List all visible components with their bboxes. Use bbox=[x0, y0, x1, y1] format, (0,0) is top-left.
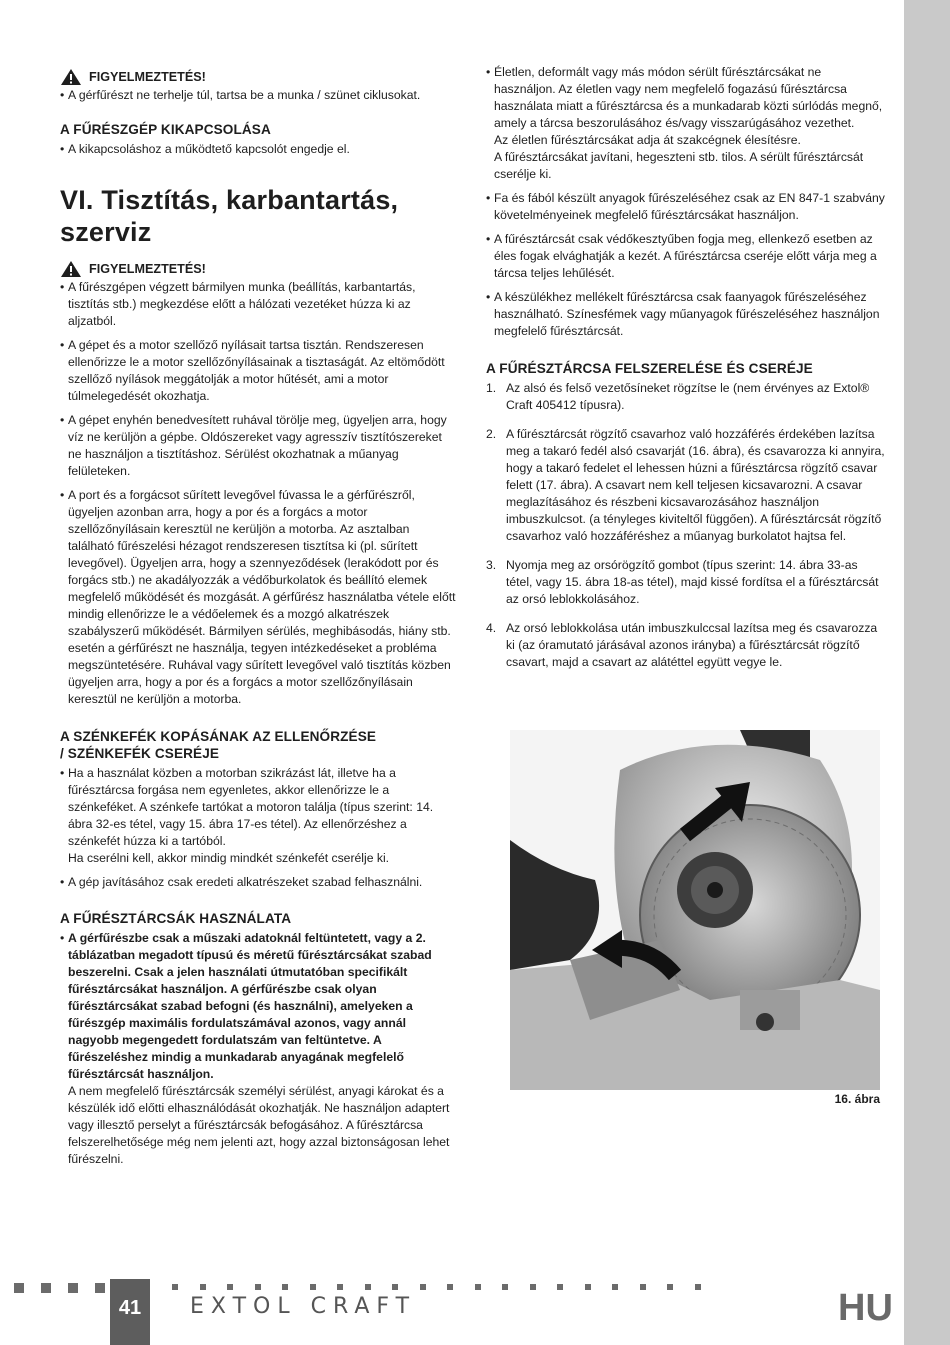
numbered-step: 3. Nyomja meg az orsórögzítő gombot (típus szerint: 14. ábra 33-as tétel, vagy 15. ábra 18-as tétel), majd kissé fordítsa el a fűrésztárcsát az orsó leblokkolásához. bbox=[486, 558, 879, 606]
list-item: • A gérfűrészbe csak a műszaki adatoknál feltüntetett, vagy a 2. táblázatban megadott típusú és méretű fűrésztárcsákat szabad beszerelni. Csak a jelen használati útmutatóban specifikált fűrésztárcsákat használjon. A gérfűrészbe csak olyan fűrésztárcsákat szabad befogni (és használni), amelyeken a fűrészgép maximális fordulatszámával azonos, vagy annál nagyobb megengedett fordulatszám van feltüntetve. A fűrészeléshez mindig a munkadarab anyagának megfelelő fűrésztárcsát használjon. A nem megfelelő fűrésztárcsák személyi sérülést, anyagi károkat és a készülék idő előtti elhasználódását okozhatják. Ne használjon adaptert vagy illesztő perselyt a fűrésztárcsák befogásához. A fűrésztárcsa felszerelhetősége még nem jelenti azt, hogy azzal biztonságosan lehet fűrészelni. bbox=[60, 930, 458, 1168]
section-heading: A FŰRÉSZGÉP KIKAPCSOLÁSA bbox=[60, 122, 271, 137]
section-heading: A SZÉNKEFÉK KOPÁSÁNAK AZ ELLENŐRZÉSE / SZÉNKEFÉK CSERÉJE bbox=[60, 729, 377, 761]
numbered-step: 4. Az orsó leblokkolása után imbuszkulccsal lazítsa meg és csavarozza ki (az óramutató járásával azonos irányba) a fűrésztárcsát rögzítő csavart, majd a csavart az alátéttel együtt vegye le. bbox=[486, 621, 878, 669]
list-item: • A fűrészgépen végzett bármilyen munka (beállítás, karbantartás, tisztítás stb.) megkezdése előtt a hálózati vezetéket húzza ki az aljzatból. bbox=[60, 279, 458, 330]
saw-photo bbox=[510, 730, 880, 1090]
list-item: • A gépet és a motor szellőző nyílásait tartsa tisztán. Rendszeresen ellenőrizze le a motor szellőzőnyílásainak a tisztaságát. Az eltömődött szellőző nyílások meggátolják a motor hűtését, ami a motor túlmelegedését okozhatja. bbox=[60, 337, 458, 405]
section-heading: A FŰRÉSZTÁRCSA FELSZERELÉSE ÉS CSERÉJE bbox=[486, 361, 813, 376]
warning-triangle-icon bbox=[60, 68, 82, 86]
list-item: • A gérfűrészt ne terhelje túl, tartsa be a munka / szünet ciklusokat. bbox=[60, 87, 458, 104]
warning-triangle-icon bbox=[60, 260, 82, 278]
list-item: • Életlen, deformált vagy más módon sérült fűrésztárcsákat ne használjon. Az életlen vagy nem megfelelő fogazású fűrésztárcsa használata miatt a fűrésztárcsa és a munkadarab közti súrlódás megnő, amely a tárcsa beszorulásához és/vagy visszarúgásához vezethet. Az életlen fűrésztárcsákat adja át szakcégnek élesítésre. A fűrésztárcsákat javítani, hegeszteni stb. tilos. A sérült fűrésztárcsát cserélje ki. bbox=[486, 64, 886, 183]
figure-caption: 16. ábra bbox=[834, 1092, 880, 1106]
warning-heading: FIGYELMEZTETÉS! bbox=[60, 68, 458, 86]
list-item: • A fűrésztárcsát csak védőkesztyűben fogja meg, ellenkező esetben az éles fogak elvághatják a kezét. A fűrésztárcsa cseréje előtt várja meg a tárcsa teljes lehűlését. bbox=[486, 231, 886, 282]
list-item: • A gép javításához csak eredeti alkatrészeket szabad felhasználni. bbox=[60, 874, 458, 891]
left-column bbox=[60, 64, 458, 1175]
language-code: HU bbox=[838, 1287, 893, 1329]
numbered-step: 2. A fűrésztárcsát rögzítő csavarhoz való hozzáférés érdekében lazítsa meg a takaró fedél alsó csavarját (16. ábra), és csavarozza ki annyira, hogy a takaró fedelet el lehessen húzni a fűrésztárcsa rögzítő csavar felett (17. ábra). A csavart nem kell teljesen kicsavarozni. A csavar meglazításához és részbeni kicsavarozásához használjon imbuszkulcsot. (a tényleges kiviteltől függően). A fűrésztárcsát rögzítő csavarhoz való hozzáféréshez a műanyag burkolatot hajtsa fel. bbox=[486, 427, 885, 543]
list-item: • A gépet enyhén benedvesített ruhával törölje meg, ügyeljen arra, hogy víz ne kerüljön a gépbe. Oldószereket vagy agresszív tisztítószereket ne használjon a tisztításhoz. Sérülést okozhatnak a műanyag felületeken. bbox=[60, 412, 458, 480]
list-item: • A kikapcsoláshoz a működtető kapcsolót engedje el. bbox=[60, 141, 458, 158]
footer-dots bbox=[172, 1284, 701, 1290]
list-item: • A készülékhez mellékelt fűrésztárcsa csak faanyagok fűrészeléséhez használható. Színesfémek vagy műanyagok fűrészeléséhez használjon megfelelő fűrésztárcsát. bbox=[486, 289, 886, 340]
right-column bbox=[486, 64, 886, 683]
chapter-title: VI. Tisztítás, karbantartás, szerviz bbox=[60, 185, 399, 247]
numbered-step: 1. Az alsó és felső vezetősíneket rögzítse le (nem érvényes az Extol® Craft 405412 típusra). bbox=[486, 381, 870, 412]
list-item: • Fa és fából készült anyagok fűrészeléséhez csak az EN 847-1 szabvány követelményeinek megfelelő fűrésztárcsákat használjon. bbox=[486, 190, 886, 224]
brand-logo: EXTOL CRAFT bbox=[190, 1294, 417, 1319]
warning-heading: FIGYELMEZTETÉS! bbox=[60, 260, 458, 278]
section-heading: A FŰRÉSZTÁRCSÁK HASZNÁLATA bbox=[60, 911, 292, 926]
page-number: 41 bbox=[110, 1279, 150, 1345]
footer-squares bbox=[14, 1283, 105, 1293]
list-item: • Ha a használat közben a motorban szikrázást lát, illetve ha a fűrésztárcsa forgása nem egyenletes, akkor ellenőrizze le a szénkeféket. A szénkefe tartókat a motoron találja (típus szerint: 14. ábra 32-es tétel, vagy 15. ábra 17-es tétel). Az ellenőrzéshez a szénkefét húzza ki a tartóból. Ha cserélni kell, akkor mindig mindkét szénkefét cserélje ki. bbox=[60, 765, 458, 867]
side-strip bbox=[904, 0, 950, 1345]
list-item: • A port és a forgácsot sűrített levegővel fúvassa le a gérfűrészről, ügyeljen azonban arra, hogy a por és a forgács a motor szellőzőnyílásain keresztül ne kerüljön a motorba. Az asztalban található fűrészelési hézagot rendszeresen tisztítsa ki (pl. sűrített levegővel). Ügyeljen arra, hogy a szennyeződések (lerakódott por és forgács stb.) ne akadályozzák a védőburkolatok és beállító elemek megfelelő működését és mozgását. A gérfűrész használatba vétele előtt mindig ellenőrizze le a védőelemek és a mozgó alkatrészek szabályszerű működését. Bármilyen sérülés, meghibásodás, hiány stb. esetén a gérfűrészt ne használja, tegyen intézkedéseket a probléma megszüntetésére. Ruhával vagy sűrített levegővel való tisztítás közben ügyeljen arra, hogy a por és a forgács a motor szellőzőnyílásain keresztül ne kerüljön a motorba. bbox=[60, 487, 458, 708]
